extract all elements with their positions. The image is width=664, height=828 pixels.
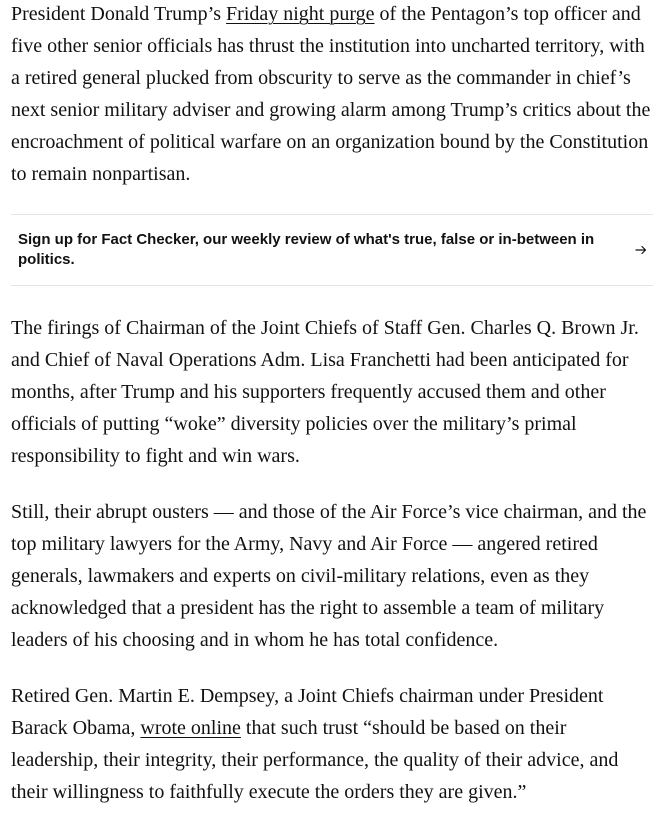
paragraph-1-text-start: President Donald Trump’s xyxy=(11,3,227,25)
paragraph-4-text-start: Retired Gen. Martin E. Dempsey, a Joint Chiefs chairman under President Barack Obama, xyxy=(11,685,604,739)
friday-night-purge-link[interactable]: Friday night purge xyxy=(226,3,375,25)
paragraph-3: Still, their abrupt ousters — and those of the Air Force’s vice chairman, and the top military lawyers for the Army, Navy and Air Force — angered retired generals, lawmakers and experts on civil-military relations, even as they acknowledged that a president has the right to assemble a team of military leaders of his choosing and in whom he has total confidence. xyxy=(11,501,647,651)
paragraph-2: The firings of Chairman of the Joint Chiefs of Staff Gen. Charles Q. Brown Jr. and Chief of Naval Operations Adm. Lisa Franchetti had been anticipated for months, after Trump and his supporters frequently accused them and other officials of putting “woke” diversity policies over the military’s primal responsibility to fight and win wars. xyxy=(11,317,639,467)
paragraph-4-text-end: that such trust “should be based on their leadership, their integrity, their performance, the quality of their advice, and their willingness to faithfully execute the orders they are given.” xyxy=(11,717,619,803)
signup-text: Sign up for Fact Checker, our weekly review of what's true, false or in-between in politics. xyxy=(18,231,595,268)
arrow-right-icon xyxy=(633,242,649,258)
paragraph-1 xyxy=(11,0,653,190)
paragraph-1-text-end: of the Pentagon’s top officer and five other senior officials has thrust the institution into uncharted territory, with a retired general plucked from obscurity to serve as the commander in chief’s next senior military adviser and growing alarm among Trump’s critics about the encroachment of political warfare on an organization bound by the Constitution to remain nonpartisan. xyxy=(11,3,651,185)
wrote-online-link[interactable]: wrote online xyxy=(140,717,241,739)
fact-checker-signup-banner[interactable] xyxy=(11,214,653,286)
paragraph-4 xyxy=(11,680,653,808)
